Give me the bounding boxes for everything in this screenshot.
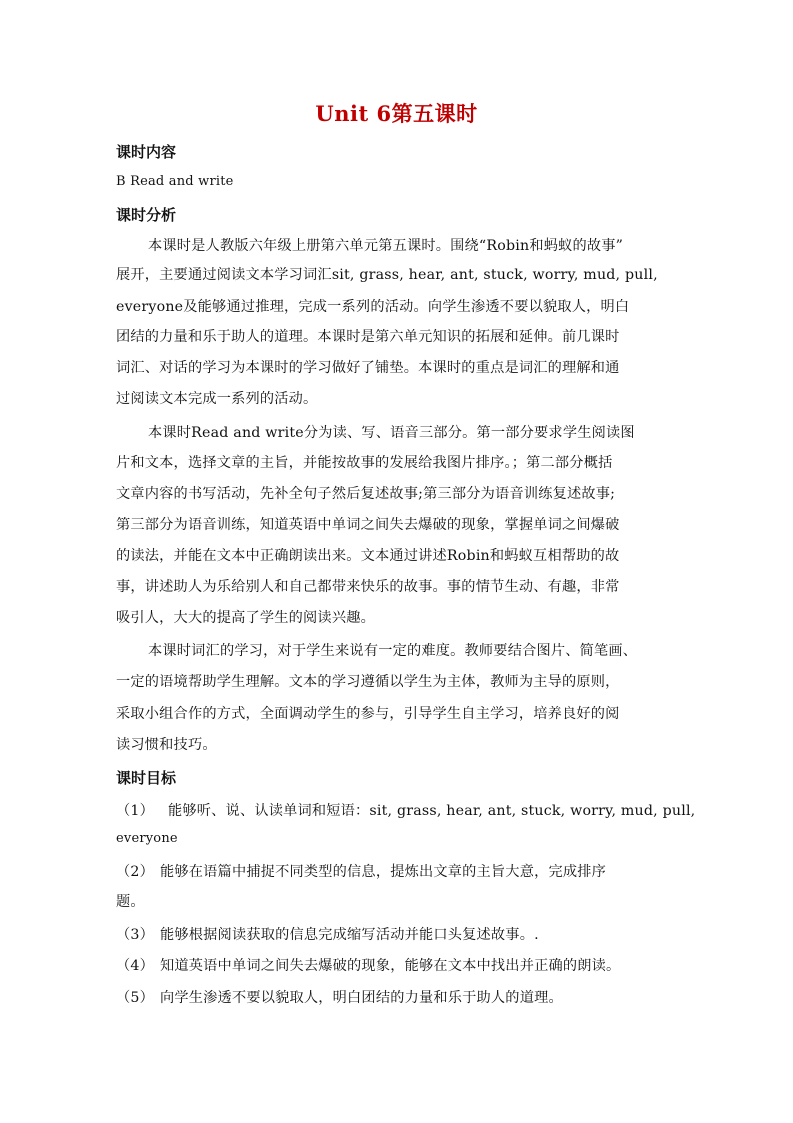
analysis-line: 词汇、对话的学习为本课时的学习做好了铺垫。本课时的重点是词汇的理解和通 [116, 360, 620, 376]
analysis-line: 第三部分为语音训练，知道英语中单词之间失去爆破的现象，掌握单词之间爆破 [116, 517, 620, 533]
goal-text: 知道英语中单词之间失去爆破的现象，能够在文本中找出并正确的朗读。 [160, 958, 621, 974]
goal-item [116, 987, 696, 1007]
goal-text: 题。 [116, 894, 145, 910]
goal-text: 向学生渗透不要以貌取人，明白团结的力量和乐于助人的道理。 [160, 990, 563, 1006]
analysis-line: 一定的语境帮助学生理解。文本的学习遵循以学生为主体，教师为主导的原则， [116, 674, 620, 690]
analysis-line: 团结的力量和乐于助人的道理。本课时是第六单元知识的拓展和延伸。前几课时 [116, 329, 620, 345]
goal-number: （1） [116, 803, 155, 819]
goal-text: 能够根据阅读获取的信息完成缩写活动并能口头复述故事。. [160, 927, 539, 943]
goal-number: （4） [116, 958, 155, 974]
goal-item [116, 831, 696, 846]
goal-text: everyone [116, 831, 178, 846]
analysis-line: 本课时Read and write分为读、写、语音三部分。第一部分要求学生阅读图 [148, 425, 635, 441]
analysis-line: 的读法，并能在文本中正确朗读出来。文本通过讲述Robin和蚂蚁互相帮助的故 [116, 548, 620, 564]
goal-number: （5） [116, 990, 155, 1006]
analysis-line: 展开，主要通过阅读文本学习词汇sit, grass, hear, ant, stuck, worry, mud, pull, [116, 267, 658, 283]
goal-text: 能够听、说、认读单词和短语：sit, grass, hear, ant, stuck, worry, mud, pull, [168, 803, 696, 819]
analysis-line: 片和文本，选择文章的主旨，并能按故事的发展给我图片排序。；第二部分概括 [116, 455, 613, 471]
section-heading-content: 课时内容 [116, 143, 177, 161]
analysis-line: 文章内容的书写活动，先补全句子然后复述故事;第三部分为语音训练复述故事; [116, 486, 616, 502]
goal-text: 能够在语篇中捕捉不同类型的信息，提炼出文章的主旨大意，完成排序 [160, 864, 607, 880]
goal-number: （3） [116, 927, 155, 943]
analysis-line: 过阅读文本完成一系列的活动。 [116, 391, 318, 407]
page-title: Unit 6第五课时 [315, 101, 478, 126]
content-text: B Read and write [116, 174, 234, 189]
analysis-line: 本课时是人教版六年级上册第六单元第五课时。围绕“Robin和蚂蚁的故事” [148, 238, 624, 254]
analysis-line: 吸引人，大大的提高了学生的阅读兴趣。 [116, 610, 375, 626]
goal-item [116, 800, 696, 820]
goal-number: （2） [116, 864, 155, 880]
goal-item [116, 924, 696, 944]
section-heading-analysis: 课时分析 [116, 206, 177, 224]
analysis-line: 事，讲述助人为乐给别人和自己都带来快乐的故事。事的情节生动、有趣，非常 [116, 579, 620, 595]
analysis-line: 采取小组合作的方式，全面调动学生的参与，引导学生自主学习，培养良好的阅 [116, 706, 620, 722]
analysis-line: everyone及能够通过推理，完成一系列的活动。向学生渗透不要以貌取人，明白 [116, 299, 630, 315]
goal-item [116, 891, 696, 911]
goal-item [116, 955, 696, 975]
goal-item [116, 861, 696, 881]
section-heading-goals: 课时目标 [116, 769, 177, 787]
analysis-line: 本课时词汇的学习，对于学生来说有一定的难度。教师要结合图片、简笔画、 [148, 643, 638, 659]
analysis-line: 读习惯和技巧。 [116, 737, 217, 753]
